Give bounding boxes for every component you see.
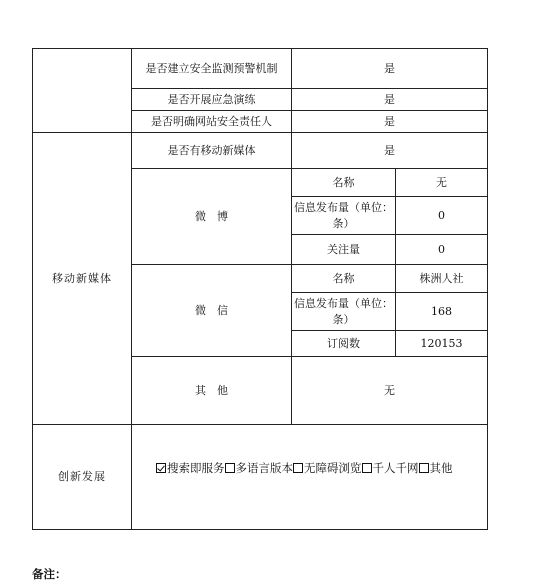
other-label: 其 他 (132, 357, 292, 425)
weibo-followers-label: 关注量 (292, 235, 396, 265)
blank-section-cell (33, 49, 132, 133)
weibo-label: 微 博 (132, 169, 292, 265)
option-multilingual[interactable] (225, 461, 294, 475)
checkbox-icon[interactable] (293, 463, 303, 473)
checkbox-icon[interactable] (225, 463, 235, 473)
option-personalized[interactable] (362, 461, 419, 475)
innovation-section-label: 创新发展 (33, 425, 132, 530)
option-label: 其他 (429, 461, 453, 475)
wechat-name-label: 名称 (292, 265, 396, 293)
wechat-name-value: 株洲人社 (396, 265, 488, 293)
option-other[interactable] (419, 461, 453, 475)
monitoring-value: 是 (292, 49, 488, 89)
note-label: 备注： (32, 567, 67, 581)
weibo-name-value: 无 (396, 169, 488, 197)
wechat-posts-value: 168 (396, 293, 488, 331)
weibo-posts-value: 0 (396, 197, 488, 235)
other-value: 无 (292, 357, 488, 425)
has-mobile-value: 是 (292, 133, 488, 169)
checkbox-icon[interactable] (419, 463, 429, 473)
mobile-section-label: 移动新媒体 (33, 133, 132, 425)
weibo-followers-value: 0 (396, 235, 488, 265)
weibo-name-label: 名称 (292, 169, 396, 197)
drill-value: 是 (292, 89, 488, 111)
monitoring-label: 是否建立安全监测预警机制 (132, 49, 292, 89)
wechat-subscribers-label: 订阅数 (292, 331, 396, 357)
has-mobile-label: 是否有移动新媒体 (132, 133, 292, 169)
responsible-value: 是 (292, 111, 488, 133)
option-label: 搜索即服务 (167, 461, 225, 475)
report-table (32, 48, 488, 530)
option-label: 无障碍浏览 (304, 461, 362, 475)
innovation-options (132, 425, 488, 530)
checkbox-icon[interactable] (362, 463, 372, 473)
responsible-label: 是否明确网站安全责任人 (132, 111, 292, 133)
checkbox-icon[interactable] (156, 463, 166, 473)
drill-label: 是否开展应急演练 (132, 89, 292, 111)
wechat-subscribers-value: 120153 (396, 331, 488, 357)
option-label: 千人千网 (372, 461, 419, 475)
option-search-service[interactable] (156, 461, 225, 475)
option-accessibility[interactable] (293, 461, 362, 475)
wechat-label: 微 信 (132, 265, 292, 357)
wechat-posts-label: 信息发布量（单位：条） (292, 293, 396, 331)
weibo-posts-label: 信息发布量（单位：条） (292, 197, 396, 235)
option-label: 多语言版本 (235, 461, 293, 475)
